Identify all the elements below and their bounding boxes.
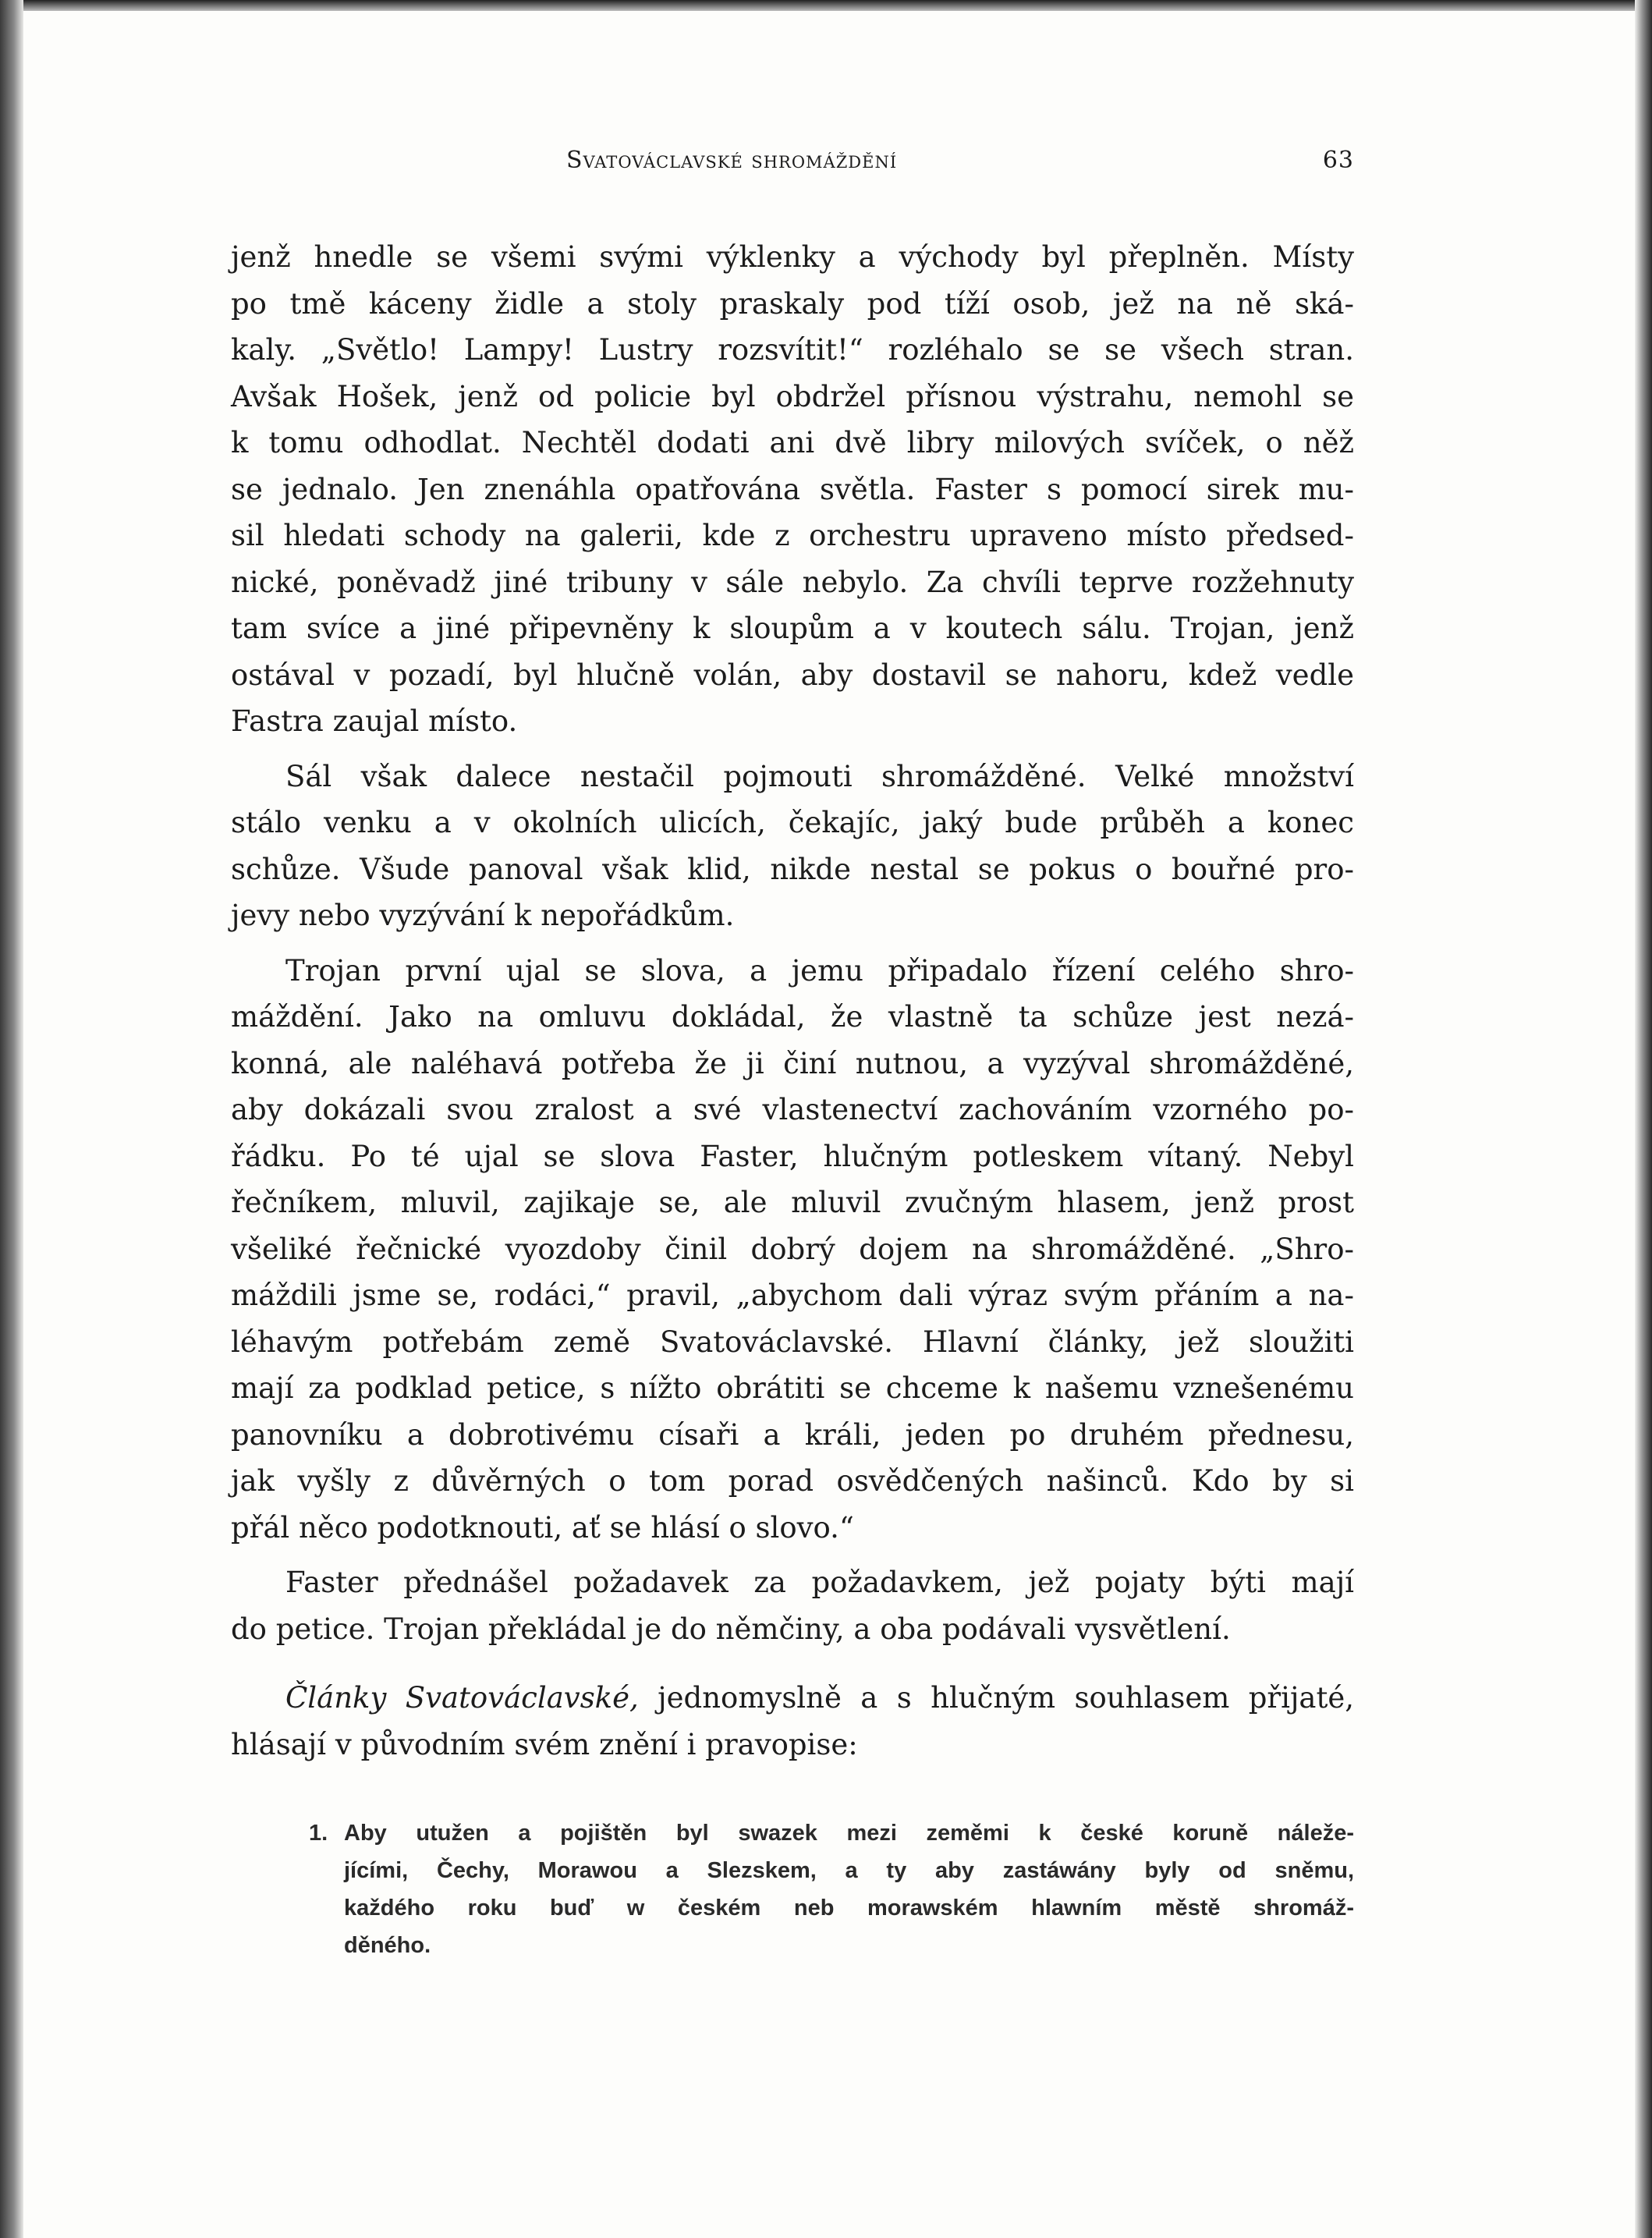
closing-line-rest: jednomyslně a s hlučným souhlasem přijaté, <box>638 1681 1354 1715</box>
text-line: panovníku a dobrotivému císaři a králi, jeden po druhém přednesu, <box>231 1417 1354 1452</box>
text-line: konná, ale naléhavá potřeba že ji činí nutnou, a vyzýval shromážděné, <box>231 1046 1354 1080</box>
page-body <box>231 234 1354 1964</box>
text-line: přál něco podotknouti, ať se hlásí o slovo.“ <box>231 1510 854 1545</box>
text-line: jenž hnedle se všemi svými výklenky a východy byl přeplněn. Místy <box>231 240 1354 274</box>
scan-right-edge <box>1635 0 1652 2238</box>
text-line: léhavým potřebám země Svatováclavské. Hlavní články, jež sloužiti <box>231 1325 1354 1359</box>
text-line: Fastra zaujal místo. <box>231 704 518 738</box>
text-line: do petice. Trojan překládal je do němčiny, a oba podávali vysvětlení. <box>231 1612 1231 1646</box>
article-line: každého roku buď w českém neb morawském hlawním městě shromáž- <box>344 1896 1354 1921</box>
text-line: po tmě káceny židle a stoly praskaly pod tíží osob, jež na ně ská- <box>231 286 1354 321</box>
text-line: kaly. „Světlo! Lampy! Lustry rozsvítit!“ rozléhalo se se všech stran. <box>231 333 1354 367</box>
scan-top-edge <box>0 0 1652 11</box>
article-line: děného. <box>344 1933 431 1958</box>
text-line: mají za podklad petice, s nížto obrátiti se chceme k našemu vznešenému <box>231 1371 1354 1405</box>
text-line: jevy nebo vyzývání k nepořádkům. <box>231 899 735 932</box>
text-line: schůze. Všude panoval však klid, nikde nestal se pokus o bouřné pro- <box>231 852 1354 886</box>
text-line: k tomu odhodlat. Nechtěl dodati ani dvě libry milových svíček, o něž <box>231 426 1354 459</box>
text-line: aby dokázali svou zralost a své vlastenectví zachováním vzorného po- <box>231 1093 1354 1126</box>
paragraph <box>231 754 1354 939</box>
closing-paragraph <box>231 1675 1354 1768</box>
scan-left-edge <box>0 0 23 2238</box>
articles-title: Články Svatováclavské, <box>285 1681 639 1715</box>
page-header <box>231 147 1354 186</box>
text-line: řádku. Po té ujal se slova Faster, hlučným potleskem vítaný. Nebyl <box>231 1139 1354 1173</box>
text-line: Sál však dalece nestačil pojmouti shromážděné. Velké množství <box>285 759 1354 793</box>
text-line: Avšak Hošek, jenž od policie byl obdržel přísnou výstrahu, nemohl se <box>231 379 1354 413</box>
text-line: jak vyšly z důvěrných o tom porad osvědčených našinců. Kdo by si <box>231 1464 1354 1498</box>
text-line: hlásají v původním svém znění i pravopise: <box>231 1727 858 1761</box>
articles-list <box>231 1814 1354 1964</box>
running-title: Svatováclavské shromáždění <box>566 147 898 174</box>
text-line: řečníkem, mluvil, zajikaje se, ale mluvil zvučným hlasem, jenž prost <box>231 1186 1354 1219</box>
paragraph <box>231 234 1354 745</box>
article-item <box>231 1814 1354 1964</box>
text-line: sil hledati schody na galerii, kde z orchestru upraveno místo předsed- <box>231 519 1354 552</box>
text-line: ostával v pozadí, byl hlučně volán, aby dostavil se nahoru, kdež vedle <box>231 658 1354 692</box>
text-line: se jednalo. Jen znenáhla opatřována světla. Faster s pomocí sirek mu- <box>231 472 1354 506</box>
paragraph <box>231 1559 1354 1652</box>
text-line: tam svíce a jiné připevněny k sloupům a v koutech sálu. Trojan, jenž <box>231 612 1354 645</box>
paragraphs <box>231 234 1354 1652</box>
text-line: stálo venku a v okolních ulicích, čekajíc, jaký bude průběh a konec <box>231 806 1354 839</box>
article-line: Aby utužen a pojištěn byl swazek mezi zeměmi k české koruně náleže- <box>344 1821 1354 1846</box>
text-line <box>231 1675 1354 1722</box>
page-number: 63 <box>1322 147 1354 174</box>
article-number: 1. <box>309 1821 328 1846</box>
text-line: všeliké řečnické vyozdoby činil dobrý dojem na shromážděné. „Shro- <box>231 1232 1354 1266</box>
text-line: máždění. Jako na omluvu dokládal, že vlastně ta schůze jest nezá- <box>231 1000 1354 1034</box>
article-line: jícími, Čechy, Morawou a Slezskem, a ty aby zastáwány byly od sněmu, <box>344 1858 1354 1883</box>
text-line: nické, poněvadž jiné tribuny v sále nebylo. Za chvíli teprve rozžehnuty <box>231 565 1354 599</box>
text-line: Faster přednášel požadavek za požadavkem, jež pojaty býti mají <box>285 1566 1354 1599</box>
text-line: máždili jsme se, rodáci,“ pravil, „abychom dali výraz svým přáním a na- <box>231 1279 1354 1312</box>
text-line: Trojan první ujal se slova, a jemu připadalo řízení celého shro- <box>285 953 1354 988</box>
paragraph <box>231 948 1354 1552</box>
